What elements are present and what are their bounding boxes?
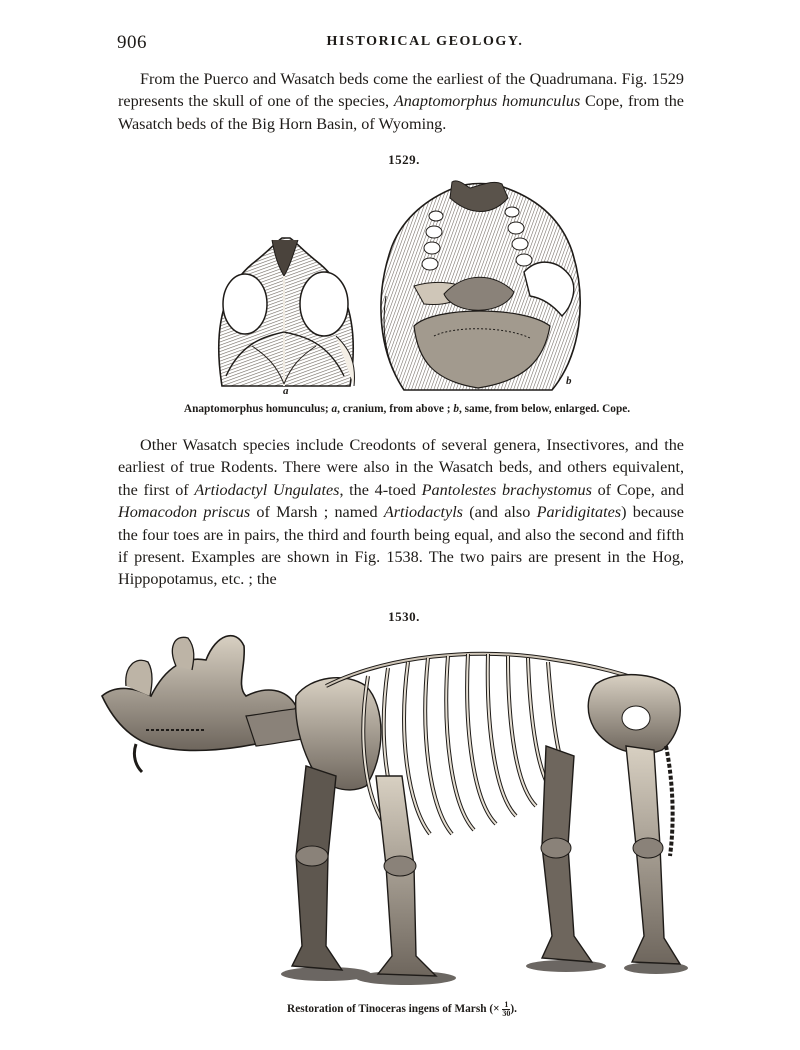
caption-taxon: Anaptomorphus homunculus <box>183 403 325 415</box>
text-run: of Marsh ; named <box>250 503 384 522</box>
caption-letter-b: b <box>453 403 459 415</box>
italic-term: Artiodactyl Ungulates <box>194 480 340 499</box>
caption-close: ). <box>510 1003 517 1016</box>
text-run: Other Wasatch species include Creodonts of several genera, Insectivores, and the earliest of true Rodents. There were also in the Wasatch beds, and others equivalent, the first of <box>118 436 684 499</box>
text-run: ) because the four toes are in pairs, the third and fourth being equal, and also the second and fifth if present. Examples are shown in Fig. 1538. The two pairs are present in the Hog, Hippopotamus, etc. ; the <box>118 503 684 589</box>
panel-label-b: b <box>566 375 572 387</box>
skull-illustration-a <box>212 236 358 388</box>
species-name: Pantolestes brachystomus <box>421 480 592 499</box>
figure-caption-1530 <box>0 1001 800 1018</box>
page-number: 906 <box>117 32 147 53</box>
fraction-numerator: 1 <box>504 1000 509 1009</box>
caption-text-b: , same, from below, enlarged. Cope. <box>458 403 631 415</box>
text-run: Cope, from the Wasatch beds of the Big Horn Basin, of Wyoming. <box>118 92 684 133</box>
paragraph-wasatch-species <box>118 434 684 591</box>
text-run: , the 4-toed <box>339 480 422 499</box>
italic-term: Paridigitates <box>536 503 622 522</box>
caption-text: Restoration of Tinoceras ingens of Marsh (× <box>287 1003 503 1016</box>
caption-separator: ; <box>324 403 332 415</box>
text-run: From the Puerco and Wasatch beds come the earliest of the Quadrumana. Fig. 1529 represents the skull of one of the species, <box>118 70 684 111</box>
species-name: Anaptomorphus homunculus <box>393 92 581 111</box>
italic-term: Artiodactyls <box>383 503 463 522</box>
paragraph-quadrumana <box>118 68 684 135</box>
caption-text-a: , cranium, from above ; <box>337 403 454 415</box>
figure-number-1529: 1529. <box>388 152 420 167</box>
species-name: Homacodon priscus <box>118 503 251 522</box>
text-run: (and also <box>463 503 537 522</box>
skull-illustration-b <box>374 176 586 394</box>
figure-caption-1529 <box>0 403 800 415</box>
figure-number-1530: 1530. <box>388 609 420 624</box>
caption-letter-a: a <box>331 403 338 415</box>
text-run: of Cope, and <box>591 480 684 499</box>
panel-label-a: a <box>283 385 289 397</box>
fraction-denominator: 30 <box>502 1009 511 1018</box>
skeleton-illustration <box>96 626 696 994</box>
running-title: HISTORICAL GEOLOGY. <box>326 34 524 49</box>
